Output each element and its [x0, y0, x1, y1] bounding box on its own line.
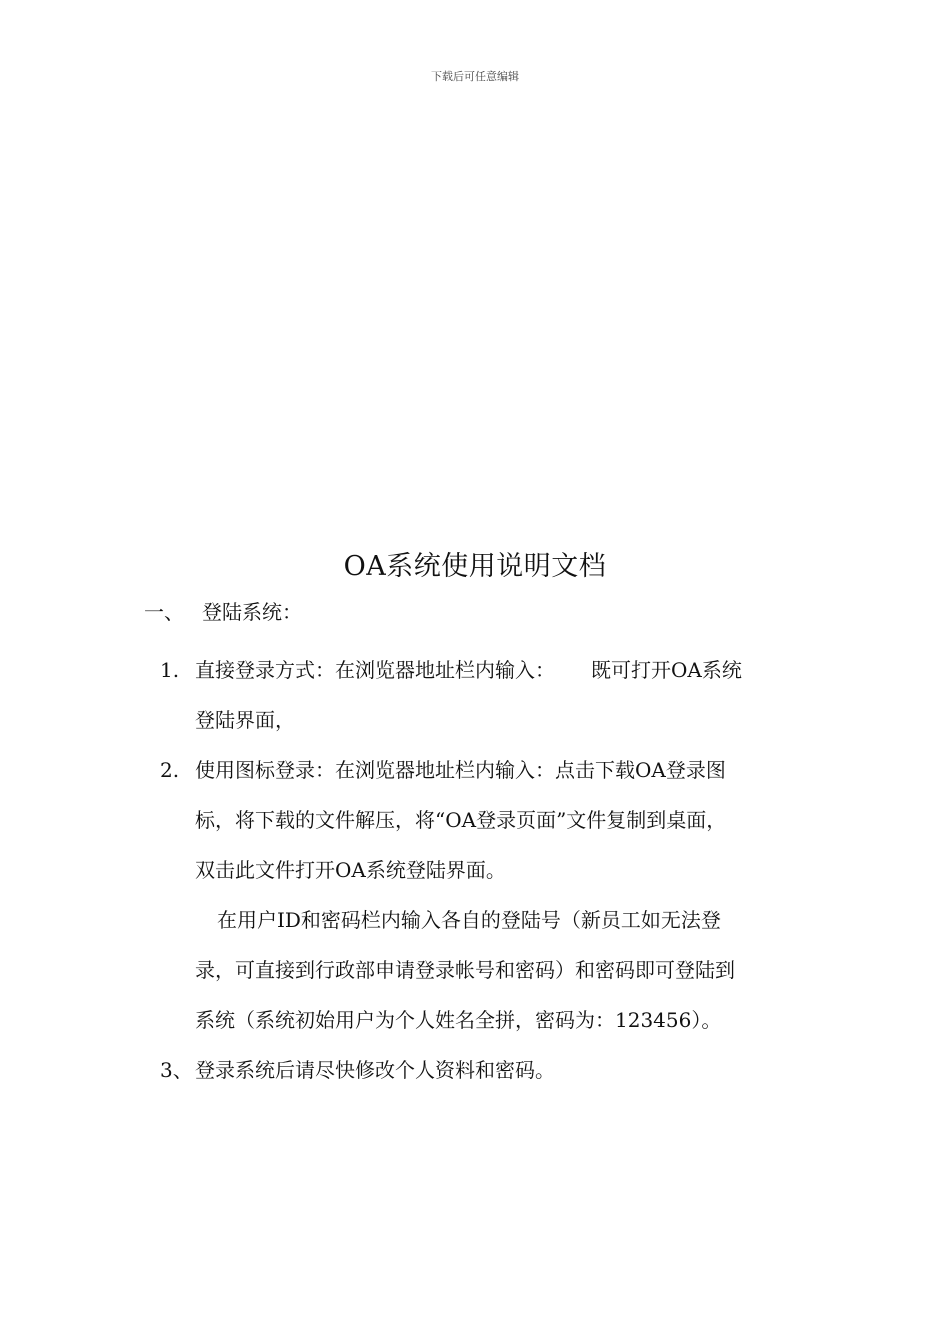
list-item-line: 登陆界面， — [195, 708, 295, 732]
list-item-line: 录，可直接到行政部申请登录帐号和密码）和密码即可登陆到 — [195, 958, 735, 982]
list-item-3 — [160, 1045, 840, 1095]
list-item-line: 标，将下载的文件解压，将“OA登录页面”文件复制到桌面， — [195, 808, 727, 832]
header-note: 下载后可任意编辑 — [431, 70, 519, 83]
document-title: OA系统使用说明文档 — [343, 551, 607, 582]
list-item-1 — [160, 645, 840, 745]
section-heading-text: 登陆系统： — [202, 600, 302, 624]
list-item-line: 直接登录方式：在浏览器地址栏内输入： 既可打开OA系统 — [195, 658, 742, 682]
list-item-line: 在用户ID和密码栏内输入各自的登陆号（新员工如无法登 — [217, 908, 721, 932]
list-item-number: 3、 — [160, 1058, 193, 1082]
list-item-line: 系统（系统初始用户为个人姓名全拼，密码为：123456）。 — [195, 1008, 722, 1032]
list-item-2 — [160, 745, 840, 1045]
list-item-number: 2. — [160, 758, 180, 782]
list-item-line: 登录系统后请尽快修改个人资料和密码。 — [195, 1058, 555, 1082]
section-marker: 一、 — [144, 600, 184, 624]
list-item-line: 使用图标登录：在浏览器地址栏内输入：点击下载OA登录图 — [195, 758, 726, 782]
list-item-number: 1. — [160, 658, 180, 682]
instruction-list — [160, 645, 840, 1095]
list-item-line: 双击此文件打开OA系统登陆界面。 — [195, 858, 506, 882]
section-heading — [144, 597, 302, 627]
